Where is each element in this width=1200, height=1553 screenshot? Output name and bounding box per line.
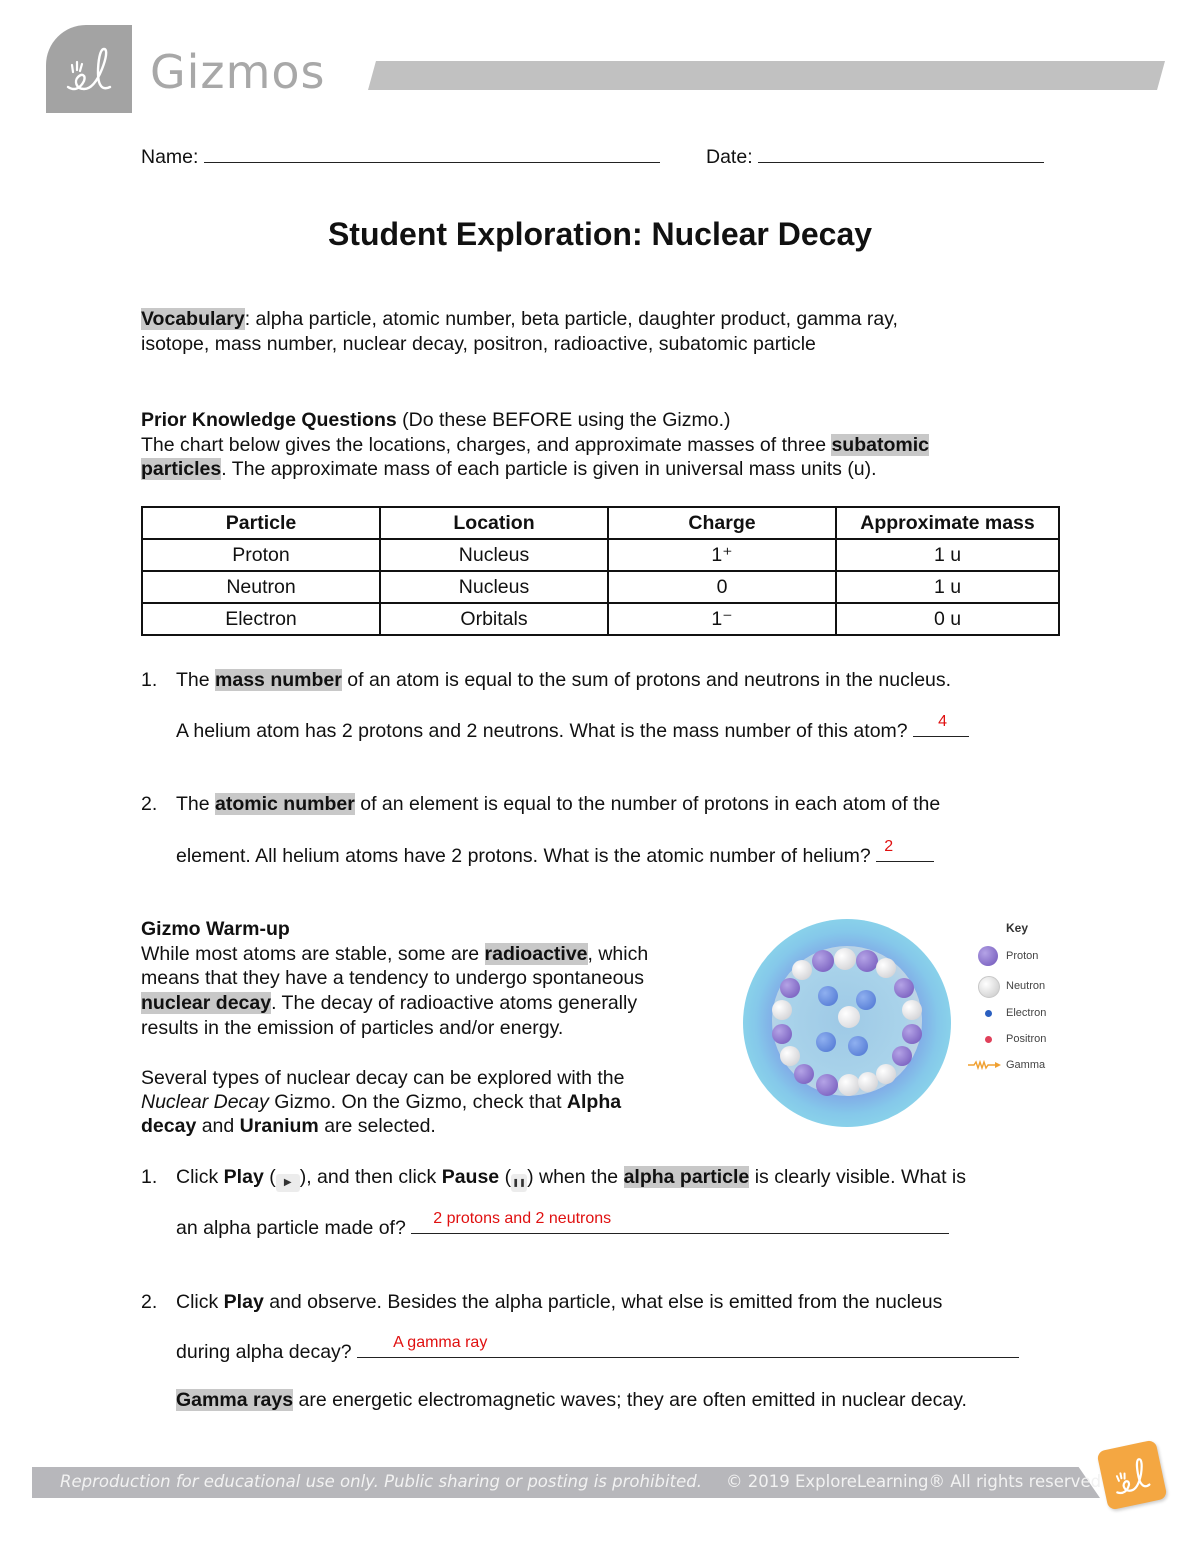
- warmup-p1-line4: results in the emission of particles and/or energy.: [141, 1017, 564, 1039]
- neutron-icon: [978, 976, 1000, 998]
- warmup-question-1: [141, 1165, 966, 1189]
- q-prompt: an alpha particle made of?: [176, 1217, 406, 1239]
- pk-question-1-prompt: [176, 713, 969, 743]
- warmup-text: , which: [587, 943, 649, 965]
- col-header-mass: Approximate mass: [836, 507, 1059, 539]
- question-number: 1.: [141, 669, 158, 691]
- explorelearning-logo-icon: [46, 25, 132, 113]
- col-header-location: Location: [380, 507, 608, 539]
- page-title: Student Exploration: Nuclear Decay: [327, 216, 873, 252]
- warmup-text: Gizmo. On the Gizmo, check that: [268, 1091, 567, 1113]
- option-decay: decay: [141, 1115, 197, 1137]
- cell: Nucleus: [380, 571, 608, 603]
- date-input-line[interactable]: [758, 144, 1044, 163]
- term-alpha-particle: alpha particle: [623, 1166, 750, 1188]
- key-item-positron: Positron: [1006, 1033, 1047, 1045]
- warmup-p2-line3: [141, 1114, 436, 1138]
- q-text: ) when the: [527, 1166, 624, 1188]
- cell: 1⁺: [608, 539, 836, 571]
- answer-text: 2: [884, 838, 894, 855]
- date-field[interactable]: [706, 144, 1044, 169]
- cell: Nucleus: [380, 539, 608, 571]
- play-label: Play: [223, 1291, 264, 1313]
- warmup-question-2-prompt: [176, 1334, 1019, 1364]
- warmup-text: While most atoms are stable, some are: [141, 943, 485, 965]
- prior-knowledge-intro-2: [141, 457, 877, 481]
- answer-text: A gamma ray: [393, 1334, 488, 1351]
- q-text: of an atom is equal to the sum of protons and neutrons in the nucleus.: [341, 669, 952, 691]
- vocabulary-line-1: [141, 307, 898, 331]
- answer-text: 2 protons and 2 neutrons: [433, 1210, 612, 1227]
- footer-logo: [1096, 1439, 1167, 1510]
- q-prompt: during alpha decay?: [176, 1341, 352, 1363]
- explorelearning-logo-icon: [1096, 1439, 1167, 1510]
- cell: 1⁻: [608, 603, 836, 635]
- name-input-line[interactable]: [204, 144, 660, 163]
- prior-knowledge-intro-1: [141, 433, 929, 457]
- subatomic-particles-table: [141, 506, 1060, 636]
- answer-text: 4: [938, 713, 947, 730]
- q-text: The: [176, 793, 216, 815]
- q-text: of an element is equal to the number of protons in each atom of the: [354, 793, 941, 815]
- answer-blank[interactable]: [357, 1334, 1019, 1358]
- brand-name: Gizmos: [150, 45, 326, 99]
- proton-icon: [978, 946, 998, 966]
- pause-label: Pause: [441, 1166, 500, 1188]
- positron-icon: [985, 1036, 992, 1043]
- q-text: The: [176, 669, 216, 691]
- term-mass-number: mass number: [215, 669, 342, 691]
- cell: Orbitals: [380, 603, 608, 635]
- name-field[interactable]: [141, 144, 660, 169]
- q-prompt: element. All helium atoms have 2 protons. What is the atomic number of helium?: [176, 845, 871, 867]
- electron-icon: [985, 1010, 992, 1017]
- warmup-text: are selected.: [318, 1115, 436, 1137]
- col-header-charge: Charge: [608, 507, 836, 539]
- cell: Electron: [142, 603, 380, 635]
- vocabulary-line-2: isotope, mass number, nuclear decay, positron, radioactive, subatomic particle: [141, 333, 816, 355]
- warmup-text: and: [196, 1115, 240, 1137]
- col-header-particle: Particle: [142, 507, 380, 539]
- warmup-p2-line1: Several types of nuclear decay can be explored with the: [141, 1067, 625, 1089]
- question-number: 1.: [141, 1166, 158, 1188]
- warmup-p1-line3: [141, 991, 637, 1015]
- q-text: Click: [176, 1291, 224, 1313]
- q-text: and observe. Besides the alpha particle, what else is emitted from the nucleus: [263, 1291, 943, 1313]
- table-header-row: [142, 507, 1059, 539]
- warmup-text: . The decay of radioactive atoms generally: [271, 992, 638, 1014]
- option-alpha: Alpha: [566, 1091, 622, 1113]
- cell: 1 u: [836, 539, 1059, 571]
- warmup-heading: Gizmo Warm-up: [141, 918, 290, 940]
- answer-blank[interactable]: [876, 838, 934, 862]
- warmup-question-1-prompt: [176, 1210, 949, 1240]
- option-uranium: Uranium: [239, 1115, 319, 1137]
- key-title: Key: [1006, 921, 1029, 935]
- pk-question-2-prompt: [176, 838, 934, 868]
- header-bar: [368, 61, 1165, 90]
- prior-knowledge-title: Prior Knowledge Questions: [141, 409, 397, 431]
- footer-disclaimer: Reproduction for educational use only. Public sharing or posting is prohibited.: [60, 1472, 702, 1491]
- term-radioactive: radioactive: [484, 943, 588, 965]
- prior-knowledge-heading: [141, 408, 731, 432]
- table-row: [142, 539, 1059, 571]
- gamma-rays-note: [176, 1388, 967, 1412]
- q-text: Click: [176, 1166, 224, 1188]
- pause-button-icon: ❚❚: [511, 1174, 527, 1192]
- term-atomic-number: atomic number: [215, 793, 355, 815]
- pk-question-1: [141, 668, 952, 692]
- nucleus-image: [772, 946, 922, 1096]
- key-item-electron: Electron: [1006, 1007, 1047, 1019]
- prior-knowledge-note: (Do these BEFORE using the Gizmo.): [396, 409, 731, 431]
- q-prompt: A helium atom has 2 protons and 2 neutrons. What is the mass number of this atom?: [176, 720, 908, 742]
- q-text: ), and then click: [299, 1166, 442, 1188]
- key-item-proton: Proton: [1006, 950, 1039, 962]
- cell: 0 u: [836, 603, 1059, 635]
- q-text: (: [499, 1166, 512, 1188]
- warmup-question-2: [141, 1290, 943, 1314]
- warmup-p2-line2: [141, 1090, 621, 1114]
- cell: 1 u: [836, 571, 1059, 603]
- vocabulary-label: Vocabulary: [141, 308, 245, 330]
- warmup-p1-line1: [141, 942, 648, 966]
- term-subatomic: subatomic: [831, 434, 929, 456]
- term-gamma-rays: Gamma rays: [176, 1389, 294, 1411]
- table-row: [142, 571, 1059, 603]
- footer-copyright: © 2019 ExploreLearning® All rights reserved: [726, 1472, 1102, 1491]
- intro-text-2: . The approximate mass of each particle is given in universal mass units (u).: [221, 458, 877, 480]
- q-text: is clearly visible. What is: [749, 1166, 966, 1188]
- table-row: [142, 603, 1059, 635]
- key-item-gamma: Gamma: [1006, 1059, 1046, 1071]
- vocabulary-text: : alpha particle, atomic number, beta particle, daughter product, gamma ray,: [244, 308, 898, 330]
- answer-blank[interactable]: [913, 713, 969, 737]
- term-nuclear-decay: nuclear decay: [141, 992, 272, 1014]
- gamma-wave-icon: [968, 1060, 1004, 1070]
- intro-text: The chart below gives the locations, charges, and approximate masses of three: [141, 434, 832, 456]
- note-text: are energetic electromagnetic waves; they are often emitted in nuclear decay.: [293, 1389, 967, 1411]
- name-label: Name:: [141, 146, 199, 168]
- pk-question-2: [141, 792, 941, 816]
- cell: 0: [608, 571, 836, 603]
- q-text: (: [263, 1166, 276, 1188]
- cell: Neutron: [142, 571, 380, 603]
- date-label: Date:: [706, 146, 753, 168]
- question-number: 2.: [141, 793, 158, 815]
- answer-blank[interactable]: [411, 1210, 949, 1234]
- gizmo-name: Nuclear Decay: [141, 1091, 269, 1113]
- play-label: Play: [223, 1166, 264, 1188]
- term-particles: particles: [141, 458, 222, 480]
- question-number: 2.: [141, 1291, 158, 1313]
- key-item-neutron: Neutron: [1006, 980, 1046, 992]
- play-button-icon: ▶: [276, 1174, 300, 1192]
- cell: Proton: [142, 539, 380, 571]
- warmup-p1-line2: means that they have a tendency to undergo spontaneous: [141, 967, 645, 989]
